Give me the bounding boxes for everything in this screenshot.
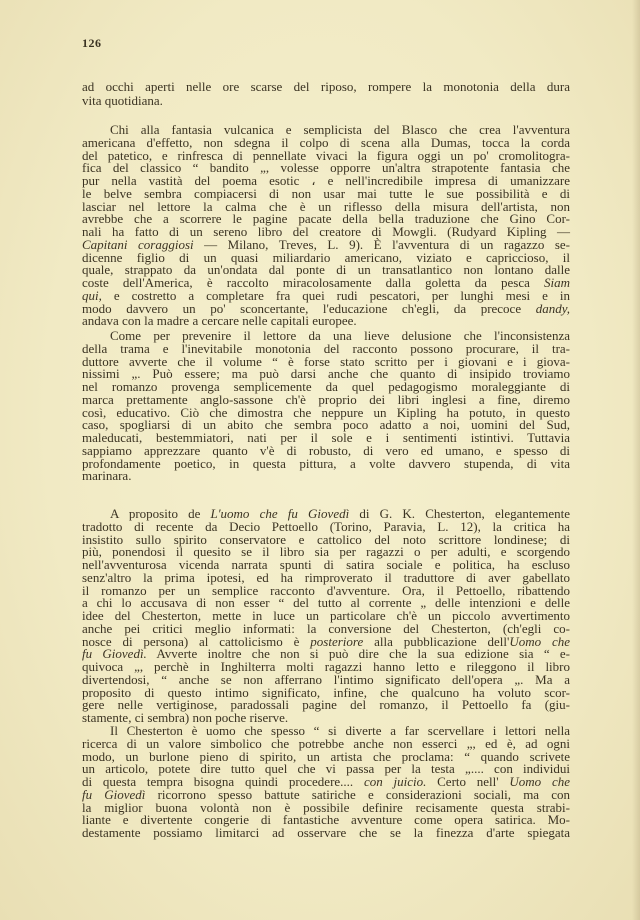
text-segment: e costretto a completare fra quei rudi pescatori, per lunghi mesi e in [101,287,570,303]
text-segment: quivoca „, perchè in Inghilterra molti ragazzi hanno letto e rileggono il libro [82,659,570,674]
text-segment: stamente, ci sembra) non poche riserve. [82,710,289,725]
text-segment: nissimi „. Può essere; ma può darsi anche che quanto di insipido troviamo [82,366,570,382]
italic-title: con juicio. [363,774,427,789]
text-segment: di G. K. Chesterton, elegantemente [349,506,571,521]
text-segment: andava con la madre a cercare nelle capitali europee. [82,313,357,329]
text-segment: — Milano, Treves, L. 9). È l'avventura di un ragazzo se- [193,236,570,252]
paragraph-chesterton-symbolic [82,725,570,840]
text-line [82,455,570,471]
text-segment: tradotto di recente da Decio Pettoello (Torino, Paravia, L. 12), la critica ha [82,518,570,534]
italic-title: Capitani coraggiosi [82,236,194,252]
text-segment: profondamente poetico, in questa pittura, a volte davvero stupenda, di vita [82,455,570,471]
text-segment: proposito di questo intimo significato, infine, che qualcuno ha voluto scor- [82,684,570,700]
page-edge-shadow [632,0,640,920]
text-segment: nosce di persona) al cattolicismo è [82,633,311,649]
text-segment: modo, un burlone pieno di spirito, un artista che proclama: “ quando scrivete [82,748,570,764]
text-segment: nell'avventurosa vicenda narrata spunti di satira sociale e politica, ha escluso [82,557,570,572]
text-line [82,94,570,108]
italic-title: posteriore [310,633,364,649]
text-segment: marca prettamente anglo-sassone ch'è proprio dei libri inglesi a fine, diremo [82,391,570,407]
text-segment: Certo nell' [426,774,510,789]
text-segment: vita quotidiana. [82,93,163,108]
paragraph-continuation [82,80,570,108]
italic-title: qui, [82,287,102,303]
text-segment: Chi alla fantasia vulcanica e semplicista del Blasco che crea l'avventura [110,122,570,137]
italic-title: dandy, [535,300,570,316]
text-segment: di questa tempra bisogna quindi procedere.... [82,774,364,789]
text-segment: maleducati, bestemmiatori, nati per il sole e i sentimenti istintivi. Tuttavia [82,430,570,445]
text-segment: ricorrono spesso battute satiriche e considerazioni sociali, ma con [145,786,571,802]
text-segment: il romanzo per un semplice racconto d'avventure. Ora, il Pettoello, ribattendo [82,582,570,598]
text-line [82,315,570,328]
text-segment: la miglior buona volontà non è possibile definire recisamente questa strabi- [82,799,570,815]
paragraph-blasco-kipling [82,124,570,328]
page-number: 126 [82,36,102,50]
italic-title: fu Giovedì. [82,646,147,662]
text-segment: A proposito de [110,506,211,521]
text-segment: anche pei critici meglio informati: la conversione del Chesterton, (ch'egli co- [82,620,570,636]
text-segment: nel romanzo provenga semplicemente da quel pedagogismo moraleggiante di [82,379,570,394]
text-segment: lasciar nel lettore la calma che è un riflesso della misura dell'artista, non [82,198,570,214]
italic-title: Siam [544,275,570,290]
text-segment: Come per prevenire il lettore da una lieve delusione che l'inconsistenza [110,328,570,343]
text-segment: americana d'effetto, non sdegna il colpo di scena alla Dumas, tocca la corda [82,134,570,150]
text-segment: quale, strappato da un'ondata dal ponte di un transatlantico non lontano dalle [82,262,570,278]
text-segment: alla pubblicazione dell' [363,633,510,649]
text-segment: un articolo, potete dire tutto quel che vi passa per la testa „.... con individui [82,761,570,777]
text-segment: pur nella vastità del poema esotic ، e nell'incredibile impresa di umanizzare [82,173,570,188]
text-segment: avrebbe che a scorrere le pagine pacate della bella traduzione che Gino Cor- [82,211,570,227]
italic-title: fu Giovedì [82,786,146,802]
text-segment: modo davvero un po' sconcertante, l'educazione ch'egli, da precoce [82,300,536,316]
text-segment: nali ha fatto di un sereno libro del creatore di Mowgli. (Rudyard Kipling — [82,224,570,239]
text-segment: del patetico, e rinfresca di pennellate vivaci la figura oggi un po' cromolitogra- [82,147,570,163]
text-line [82,827,570,840]
text-segment: gere nelle vertiginose, paradossali pagine del romanzo, il Pettoello fa (giu- [82,697,570,713]
paragraph-chesterton [82,508,570,725]
text-segment: destamente possiamo limitarci ad osservare che se la finezza d'arte spiegata [82,825,570,840]
text-segment: a chi lo accusava di non esser “ del tutto al corrente „ delle intenzioni e delle [82,595,570,611]
italic-title: Uomo che [509,774,570,789]
italic-title: L'uomo che fu Giovedì [210,506,350,521]
paragraph-translator-note [82,330,570,483]
text-segment: insistito sullo spirito conservatore e cattolico del noto scrittore londinese; di [82,531,570,547]
text-segment: dicenne figlio di un quasi miliardario americano, viziato e capriccioso, il [82,249,570,265]
text-segment: Avverte inoltre che non si può dire che la sua edizione sia “ e- [146,646,571,662]
text-segment: della trama e l'inevitabile monotonia del racconto possono procurare, il tra- [82,340,570,356]
text-line [82,80,570,94]
text-segment: Il Chesterton è uomo che spesso “ si diverte a far scervellare i lettori nella [110,723,570,738]
text-segment: senz'altro la prima ipotesi, ed ha rimproverato il traduttore di aver gabellato [82,569,570,585]
text-segment: marinara. [82,468,132,484]
text-segment: caso, spogliarsi di un abito che sembra poco adatto a noi, uomini del Sud, [82,417,570,433]
text-segment: liante e divertente congerie di fantastiche avventure come opera satirica. Mo- [82,812,570,828]
text-segment: divertendosi, “ anche se non afferrano l'intimo significato dell'opera „. Ma a [82,671,570,687]
text-segment: più, ponendosi il quesito se il libro sia per ragazzi o per adulti, e scorgendo [82,544,570,560]
text-line [82,470,570,483]
text-segment: duttore avverte che il volume “ è forse stato scritto per i giovani e i giova- [82,353,570,369]
italic-title: Uomo che [509,633,570,649]
text-segment: le belve sembra compiacersi di non usar mai tutte le sue possibilità e di [82,185,570,201]
text-segment: ad occhi aperti nelle ore scarse del riposo, rompere la monotonia della dura [82,79,570,94]
text-segment: sappiamo apprezzare quanto v'è di robusto, di vero ed umano, e spesso di [82,442,570,458]
text-segment: così, educativo. Ciò che dimostra che neppure un Kipling ha potuto, in questo [82,404,570,420]
text-segment: idee del Chesterton, mette in luce un particolare ch'è un piccolo avvertimento [82,608,570,623]
text-segment: ricerca di un valore simbolico che potrebbe anche non esserci „, ed è, ad ogni [82,735,570,751]
text-segment: coste dell'America, è raccolto miracolosamente dalla goletta da pesca [82,275,544,290]
text-segment: fica del classico “ bandito „, volesse opporre un'altra strapotente fantasia che [82,160,570,176]
